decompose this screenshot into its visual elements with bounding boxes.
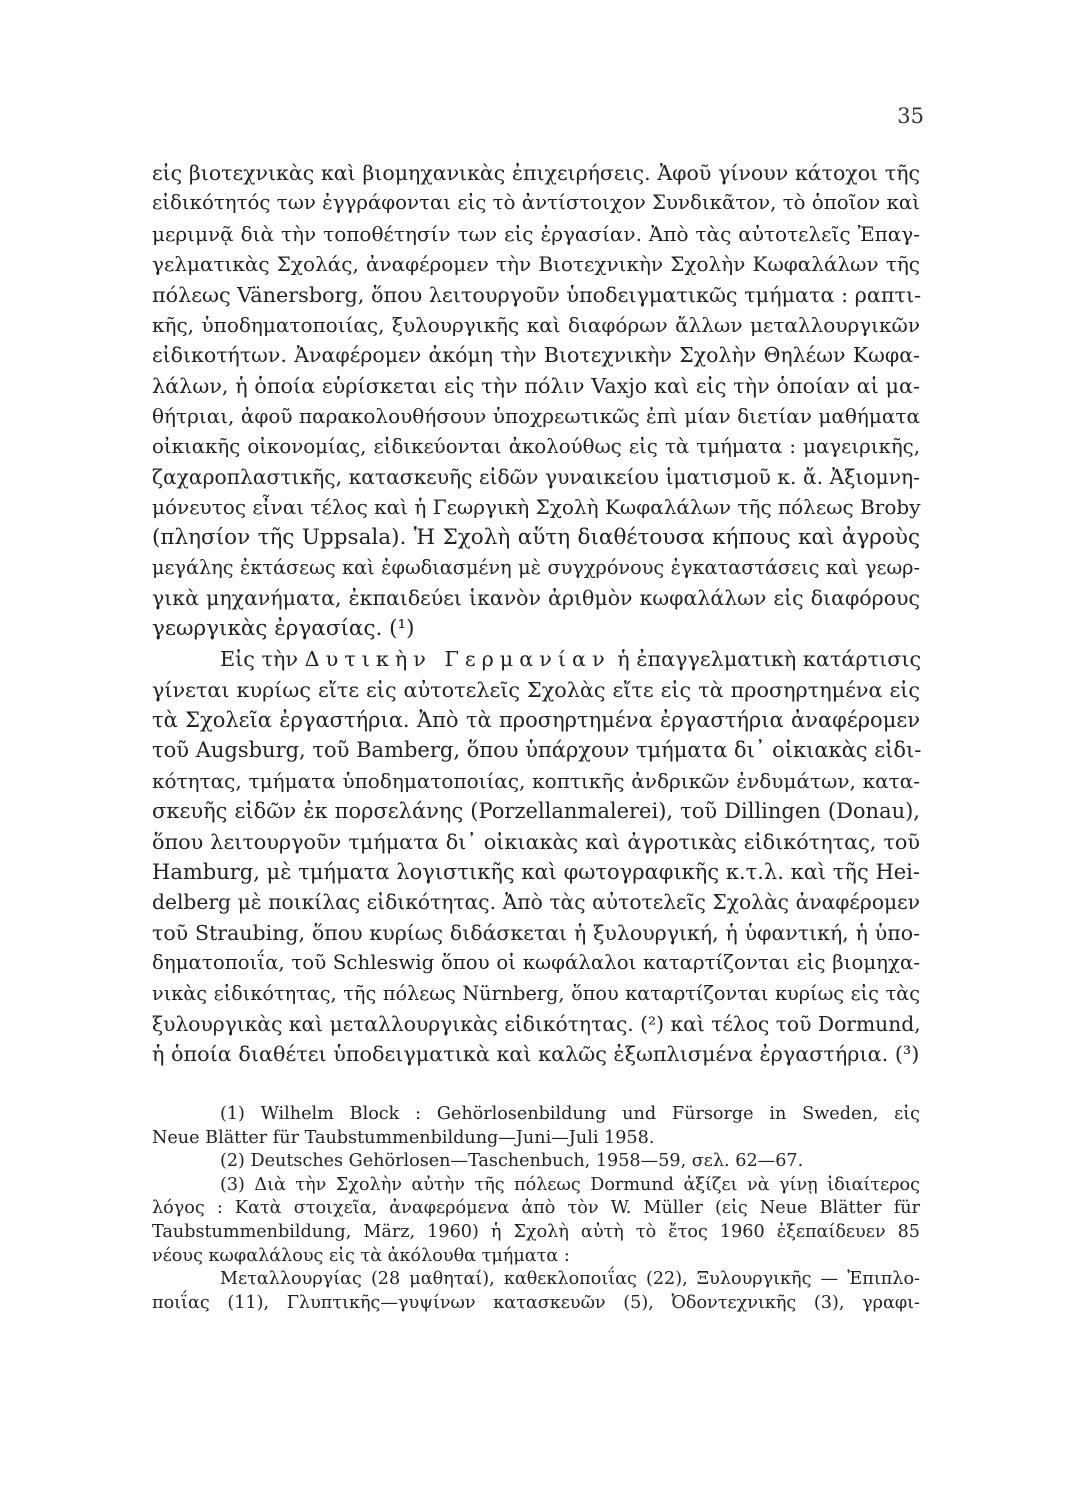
text-line: ἡ ὁποία διαθέτει ὑποδειγματικὰ καὶ καλῶς ἐξωπλισμένα ἐργαστήρια. (³): [152, 1042, 920, 1067]
text-run: Εἰς τὴν: [220, 647, 299, 672]
paragraph-2-first-line: [152, 644, 920, 674]
text-line: θήτριαι, ἀφοῦ παρακολουθήσουν ὑποχρεωτικῶς ἐπὶ μίαν διετίαν μαθήματα: [152, 404, 920, 429]
text-line: ζαχαροπλαστικῆς, κατασκευῆς εἰδῶν γυναικείου ἱματισμοῦ κ. ἄ. Ἀξιομνη-: [152, 464, 920, 489]
footnote-line: λόγος : Κατὰ στοιχεῖα, ἀναφερόμενα ἀπὸ τὸν W. Müller (εἰς Neue Blätter für: [152, 1198, 920, 1219]
text-line: σκευῆς εἰδῶν ἐκ πορσελάνης (Porzellanmalerei), τοῦ Dillingen (Donau),: [152, 799, 920, 824]
text-line: delberg μὲ ποικίλας εἰδικότητας. Ἀπὸ τὰς αὐτοτελεῖς Σχολὰς ἀναφέρομεν: [152, 890, 920, 915]
text-line: γικὰ μηχανήματα, ἐκπαιδεύει ἱκανὸν ἀριθμὸν κωφαλάλων εἰς διαφόρους: [152, 586, 920, 611]
text-line: μόνευτος εἶναι τέλος καὶ ἡ Γεωργικὴ Σχολὴ Κωφαλάλων τῆς πόλεως Broby: [152, 495, 921, 520]
text-line: Hamburg, μὲ τμήματα λογιστικῆς καὶ φωτογραφικῆς κ.τ.λ. καὶ τῆς Hei-: [152, 859, 920, 884]
footnote-line: Μεταλλουργίας (28 μαθηταί), καθεκλοποιΐας (22), Ξυλουργικῆς — Ἐπιπλο-: [220, 1269, 920, 1290]
footnote-line: Neue Blätter für Taubstummenbildung—Juni—Juli 1958.: [152, 1127, 655, 1148]
text-line: εἰδικότητός των ἐγγράφονται εἰς τὸ ἀντίστοιχον Συνδικᾶτον, τὸ ὁποῖον καὶ: [152, 191, 920, 215]
text-line: μεριμνᾷ διὰ τὴν τοποθέτησίν των εἰς ἐργασίαν. Ἀπὸ τὰς αὐτοτελεῖς Ἐπαγ-: [152, 221, 920, 246]
footnote-line: (1) Wilhelm Block : Gehörlosenbildung und Fürsorge in Sweden, εἰς: [220, 1104, 920, 1124]
footnote-line: (3) Διὰ τὴν Σχολὴν αὐτὴν τῆς πόλεως Dormund ἀξίζει νὰ γίνῃ ἰδιαίτερος: [220, 1174, 920, 1195]
footnote-line: νέους κωφαλάλους εἰς τὰ ἀκόλουθα τμήματα :: [152, 1245, 570, 1266]
text-line: τοῦ Augsburg, τοῦ Bamberg, ὅπου ὑπάρχουν τμήματα δι᾿ οἰκιακὰς εἰδι-: [152, 738, 922, 763]
footnote-line: Taubstummenbildung, März, 1960) ἡ Σχολὴ αὐτὴ τὸ ἔτος 1960 ἐξεπαίδευεν 85: [152, 1221, 920, 1242]
footnotes: [152, 1103, 920, 1315]
text-line: τοῦ Straubing, ὅπου κυρίως διδάσκεται ἡ ξυλουργική, ἡ ὑφαντική, ἡ ὑπο-: [152, 920, 920, 945]
text-line: (πλησίον τῆς Uppsala). Ἡ Σχολὴ αὕτη διαθέτουσα κήπους καὶ ἀγροὺς: [152, 524, 920, 550]
text-line: γεωργικὰς ἐργασίας. (¹): [152, 615, 415, 641]
text-line: δηματοποιΐα, τοῦ Schleswig ὅπου οἱ κωφάλαλοι καταρτίζονται εἰς βιομηχα-: [152, 951, 920, 975]
text-line: εἰδικοτήτων. Ἀναφέρομεν ἀκόμη τὴν Βιοτεχνικὴν Σχολὴν Θηλέων Κωφα-: [152, 343, 920, 368]
page-number: 35: [897, 104, 924, 128]
text-run: ἡ ἐπαγγελματικὴ κατάρτισις: [617, 647, 922, 672]
text-line: κῆς, ὑποδηματοποιίας, ξυλουργικῆς καὶ διαφόρων ἄλλων μεταλλουργικῶν: [152, 312, 920, 337]
text-line: οἰκιακῆς οἰκονομίας, εἰδικεύονται ἀκολούθως εἰς τὰ τμήματα : μαγειρικῆς,: [152, 434, 920, 458]
text-line: μεγάλης ἐκτάσεως καὶ ἐφωδιασμένη μὲ συγχρόνους ἐγκαταστάσεις καὶ γεωρ-: [152, 556, 920, 580]
spaced-emphasis: Δυτικὴν Γερμανίαν: [304, 647, 611, 672]
text-line: κότητας, τμήματα ὑποδηματοποιίας, κοπτικῆς ἀνδρικῶν ἐνδυμάτων, κατα-: [152, 768, 920, 793]
main-text: [152, 158, 920, 1070]
text-line: εἰς βιοτεχνικὰς καὶ βιομηχανικὰς ἐπιχειρήσεις. Ἀφοῦ γίνουν κάτοχοι τῆς: [152, 161, 920, 185]
footnote-line: (2) Deutsches Gehörlosen—Taschenbuch, 1958—59, σελ. 62—67.: [220, 1151, 804, 1172]
text-line: γίνεται κυρίως εἴτε εἰς αὐτοτελεῖς Σχολὰς εἴτε εἰς τὰ προσηρτημένα εἰς: [152, 677, 920, 702]
text-line: νικὰς εἰδικότητας, τῆς πόλεως Nürnberg, ὅπου καταρτίζονται κυρίως εἰς τὰς: [152, 981, 920, 1005]
text-line: λάλων, ἡ ὁποία εὑρίσκεται εἰς τὴν πόλιν Vaxjo καὶ εἰς τὴν ὁποίαν αἱ μα-: [152, 373, 920, 398]
text-line: ξυλουργικὰς καὶ μεταλλουργικὰς εἰδικότητας. (²) καὶ τέλος τοῦ Dormund,: [152, 1011, 921, 1036]
text-line: πόλεως Vänersborg, ὅπου λειτουργοῦν ὑποδειγματικῶς τμήματα : ραπτι-: [152, 282, 922, 307]
footnote-line: ποιΐας (11), Γλυπτικῆς—γυψίνων κατασκευῶν (5), Ὀδοντεχνικῆς (3), γραφι-: [152, 1292, 920, 1313]
text-line: ὅπου λειτουργοῦν τμήματα δι᾿ οἰκιακὰς καὶ ἀγροτικὰς εἰδικότητας, τοῦ: [152, 829, 920, 854]
text-line: τὰ Σχολεῖα ἐργαστήρια. Ἀπὸ τὰ προσηρτημένα ἐργαστήρια ἀναφέρομεν: [152, 708, 920, 733]
text-line: γελματικὰς Σχολάς, ἀναφέρομεν τὴν Βιοτεχνικὴν Σχολὴν Κωφαλάλων τῆς: [152, 252, 920, 277]
